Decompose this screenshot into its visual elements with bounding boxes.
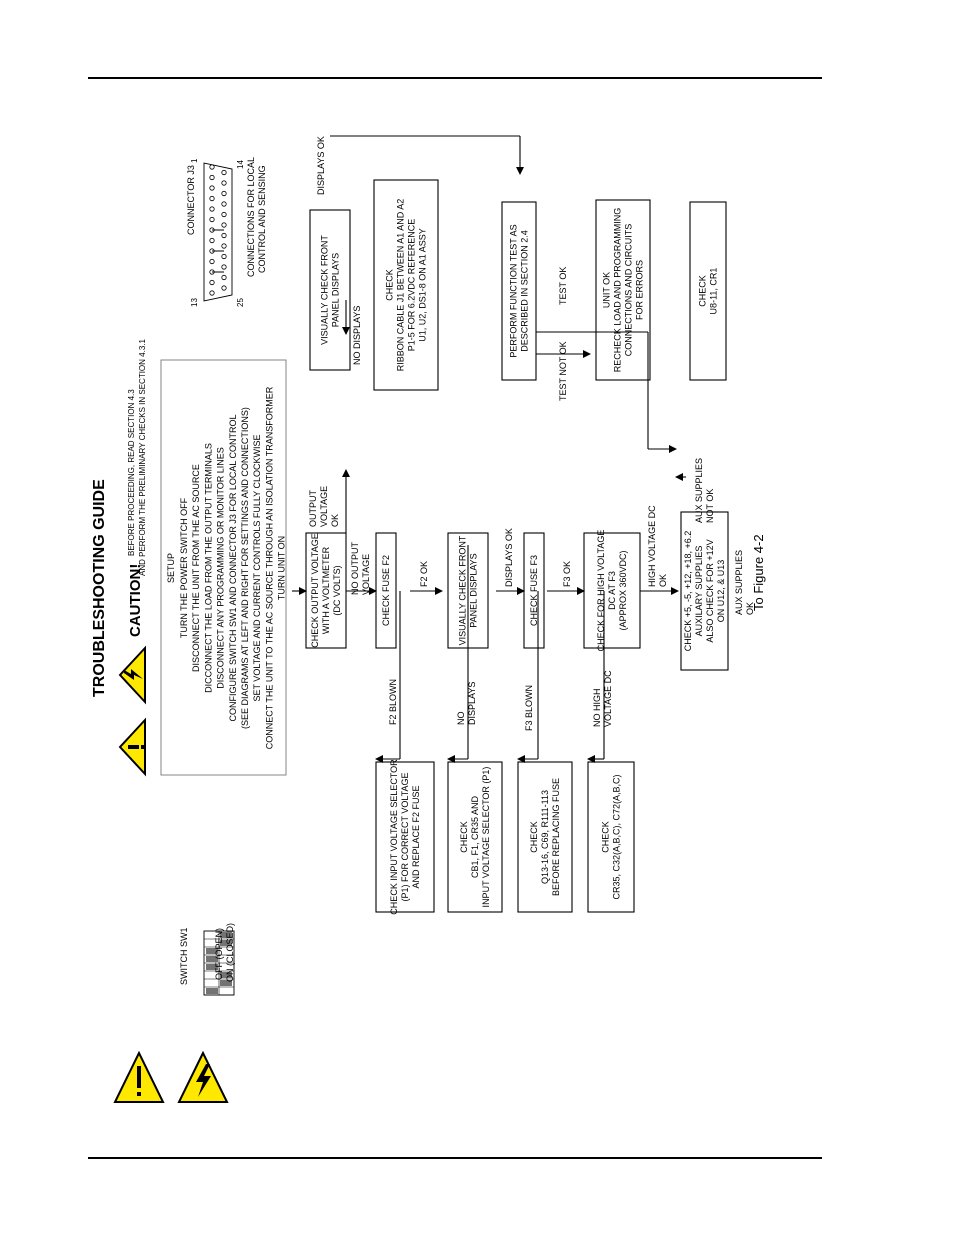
box-text: RIBBON CABLE J1 BETWEEN A1 AND A2 xyxy=(395,198,406,372)
edge-label: VOLTAGE DC xyxy=(603,670,613,727)
caution-label: CAUTION! xyxy=(127,563,144,637)
box-text: P1-5 FOR 6.2VDC REFERENCE xyxy=(406,218,417,352)
edge-label: NO OUTPUT xyxy=(350,542,360,595)
connector-note-2: CONTROL AND SENSING xyxy=(257,165,267,273)
edge-label: HIGH VOLTAGE DC xyxy=(647,505,657,587)
box-text: CONNECTIONS AND CIRCUITS xyxy=(623,223,634,357)
box-text: ALSO CHECK FOR +12V xyxy=(705,539,715,643)
box-text: BEFORE REPLACING FUSE xyxy=(551,777,561,897)
caution-warning-icon xyxy=(120,720,145,774)
edge-label: VOLTAGE xyxy=(319,485,329,527)
edge-label: F2 OK xyxy=(419,560,429,587)
pin-13-label: 13 xyxy=(190,298,199,307)
box-text: (P1) FOR CORRECT VOLTAGE xyxy=(400,772,410,902)
caution-high-voltage-icon xyxy=(120,648,145,702)
box-text: U8-11, CR1 xyxy=(708,267,719,315)
box-text: CHECK xyxy=(600,821,611,853)
box-text: CHECK xyxy=(459,821,469,853)
switch-off-label: OFF (OPEN) xyxy=(214,928,224,980)
box-visual-2 xyxy=(310,210,350,370)
switch-label: SWITCH SW1 xyxy=(179,927,189,985)
connector-j3 xyxy=(186,157,267,307)
box-check-cr35 xyxy=(588,762,634,912)
box-text: CHECK FUSE F2 xyxy=(381,554,391,627)
box-text: PANEL DISPLAYS xyxy=(330,252,341,328)
box-text: CR35, C32(A,B,C), C72(A,B,C) xyxy=(611,774,622,900)
box-text: CHECK FOR HIGH VOLTAGE xyxy=(596,529,606,652)
setup-line: DICCONNECT THE LOAD FROM THE OUTPUT TERMINALS xyxy=(203,443,214,693)
box-text: (APPROX 360VDC) xyxy=(618,550,628,631)
box-text: CHECK +5, -5, +12, +18, +6.2 xyxy=(683,530,693,652)
box-text: CHECK xyxy=(529,821,539,853)
edge-label: TEST NOT OK xyxy=(558,341,568,401)
edge-label: DISPLAYS OK xyxy=(504,528,514,587)
box-text: DESCRIBED IN SECTION 2.4 xyxy=(519,230,530,352)
box-text: DC AT F3 xyxy=(607,571,617,610)
box-text: AND REPLACE F2 FUSE xyxy=(411,785,421,889)
box-check-f3 xyxy=(524,533,544,648)
box-text: CB1, F1, CR35 AND xyxy=(470,795,480,879)
edge-label: F3 OK xyxy=(562,560,572,587)
box-text: ON U12, & U13 xyxy=(716,559,726,623)
edge-label: NO xyxy=(456,711,466,725)
edge-label: TEST OK xyxy=(558,266,568,305)
box-text: AUXILARY SUPPLIES xyxy=(694,545,704,637)
box-text: Q13-16, C69, R111-113 xyxy=(540,789,550,885)
edge-label: OK xyxy=(658,573,668,587)
box-check-output xyxy=(306,533,346,648)
caution-line-1: BEFORE PROCEEDING, READ SECTION 4.3 xyxy=(127,389,136,556)
edge-label: OK xyxy=(330,513,340,527)
box-unit-ok xyxy=(596,200,650,380)
box-text: PANEL DISPLAYS xyxy=(468,553,479,628)
box-check-q13 xyxy=(518,762,572,912)
box-text: CHECK OUTPUT VOLTAGE xyxy=(310,533,320,648)
setup-heading: SETUP xyxy=(166,552,176,584)
box-check-u8 xyxy=(690,202,726,380)
edge-label: AUX SUPPLIES xyxy=(734,549,744,615)
edge-label: OK xyxy=(745,601,755,615)
box-text: CHECK INPUT VOLTAGE SELECTOR xyxy=(389,759,399,915)
setup-line: DISCONNECT THE UNIT FROM THE AC SOURCE xyxy=(191,464,202,672)
caution-line-2: AND PERFORM THE PRELIMINARY CHECKS IN SECTION 4.3.1 xyxy=(138,339,147,576)
box-text: RECHECK LOAD AND PROGRAMMING xyxy=(612,207,623,373)
box-text: CHECK xyxy=(697,275,708,307)
box-text: PERFORM FUNCTION TEST AS xyxy=(508,224,519,358)
box-check-cb1 xyxy=(448,762,502,912)
connector-label: CONNECTOR J3 xyxy=(186,165,196,235)
box-text: U1, U2, DS1-8 ON A1 ASSY xyxy=(417,228,428,342)
box-text: (DC VOLTS) xyxy=(332,565,342,616)
box-function-test xyxy=(502,202,536,380)
edge-label: NO DISPLAYS xyxy=(352,305,362,365)
to-figure-4-2: To Figure 4-2 xyxy=(751,534,766,611)
box-check-selector xyxy=(376,759,434,915)
pin-25-label: 25 xyxy=(236,298,245,307)
edge-label: AUX SUPPLIES xyxy=(694,457,704,523)
setup-line: TURN UNIT ON xyxy=(276,535,287,601)
box-text: INPUT VOLTAGE SELECTOR (P1) xyxy=(481,766,491,908)
edge-label: VOLTAGE xyxy=(361,553,371,595)
edge-label: F3 BLOWN xyxy=(524,684,534,731)
page-title: TROUBLESHOOTING GUIDE xyxy=(91,479,108,697)
setup-line: DISCONNECT ANY PROGRAMMING OR MONITOR LINES xyxy=(215,447,226,689)
box-check-hv xyxy=(584,530,640,652)
box-check-f2 xyxy=(376,533,396,648)
box-text: WITH A VOLTMETER xyxy=(321,546,331,635)
box-text: VISUALLY CHECK FRONT xyxy=(457,535,468,646)
setup-line: (SEE DIAGRAMS AT LEFT AND RIGHT FOR SETTINGS AND CONNECTIONS) xyxy=(240,407,250,729)
pin-14-label: 14 xyxy=(236,160,245,169)
edge-label: F2 BLOWN xyxy=(388,678,398,725)
setup-line: TURN THE POWER SWITCH OFF xyxy=(179,497,189,639)
pin-1-label: 1 xyxy=(190,158,199,163)
box-text: VISUALLY CHECK FRONT xyxy=(319,235,330,345)
switch-on-label: ON (CLOSED) xyxy=(225,922,235,982)
edge-label: DISPLAYS OK xyxy=(316,136,326,195)
connector-note-1: CONNECTIONS FOR LOCAL xyxy=(246,156,256,277)
switch-sw1 xyxy=(179,923,235,995)
box-text: CHECK FUSE F3 xyxy=(529,554,539,627)
edge-label: DISPLAYS xyxy=(467,681,477,725)
box-text: UNIT OK xyxy=(601,271,612,309)
edge-label: NO HIGH xyxy=(592,688,602,727)
box-check-ribbon xyxy=(374,180,438,390)
setup-line: CONNECT THE UNIT TO THE AC SOURCE THROUGH AN ISOLATION TRANSFORMER xyxy=(264,386,275,750)
edge-label: OUTPUT xyxy=(308,490,318,527)
box-check-aux xyxy=(681,512,728,670)
box-text: CHECK xyxy=(384,269,395,301)
setup-line: SET VOLTAGE AND CURRENT CONTROLS FULLY CLOCKWISE xyxy=(252,434,263,702)
edge-label: NOT OK xyxy=(705,488,715,523)
setup-line: CONFIGURE SWITCH SW1 AND CONNECTOR J3 FOR LOCAL CONTROL xyxy=(227,414,238,722)
box-text: FOR ERRORS xyxy=(634,259,645,321)
